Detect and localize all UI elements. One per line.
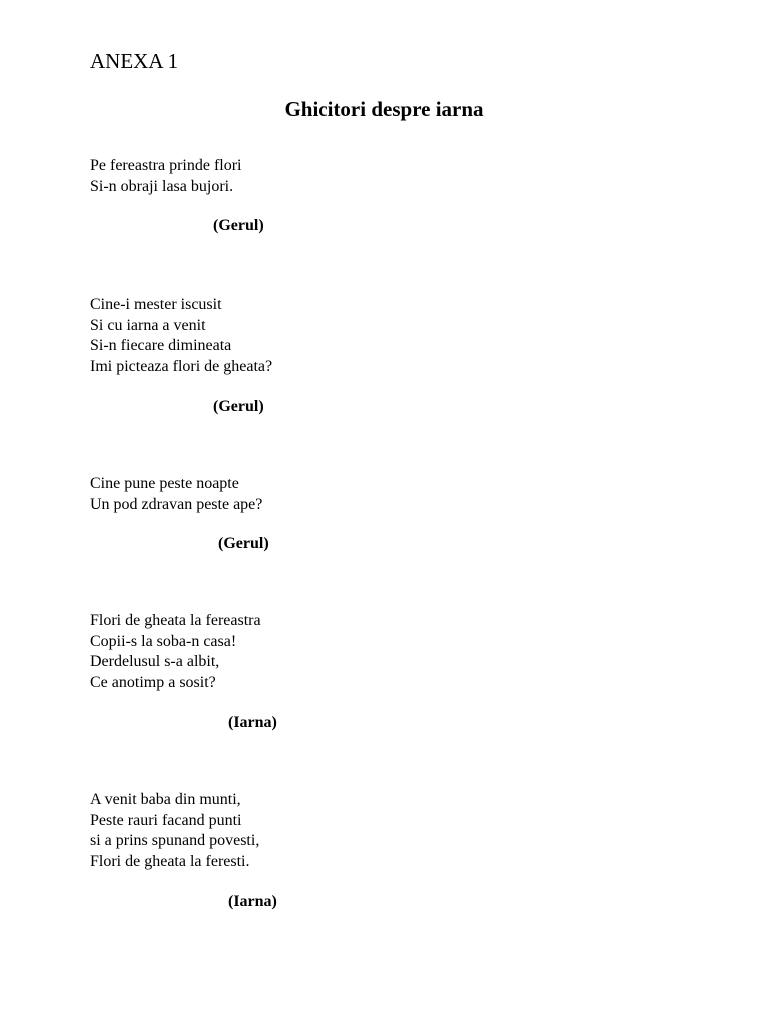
riddle-2-text [90,295,272,377]
riddle-line: Cine pune peste noapte [90,475,239,492]
riddle-2-answer: (Gerul) [213,398,264,415]
riddle-3-text [90,474,262,515]
riddle-line: Si cu iarna a venit [90,316,206,334]
riddle-4-text [90,611,261,693]
riddle-5-text [90,790,259,872]
riddle-5-answer: (Iarna) [228,893,277,910]
riddle-1-answer: (Gerul) [213,217,264,234]
riddle-4-answer: (Iarna) [228,714,277,731]
riddle-line: Derdelusul s-a albit, [90,653,220,670]
riddle-3-answer: (Gerul) [218,535,269,552]
riddle-line: A venit baba din munti, [90,791,241,808]
riddle-line: Ce anotimp a sosit? [90,673,216,691]
riddle-line: Si-n fiecare dimineata [90,337,232,354]
riddle-line: Si-n obraji lasa bujori. [90,177,234,195]
riddle-line: Flori de gheata la fereastra [90,612,261,629]
riddle-line: Peste rauri facand punti [90,811,242,829]
riddle-line: si a prins spunand povesti, [90,832,260,849]
riddle-line: Cine-i mester iscusit [90,296,222,313]
riddle-1-text [90,156,241,197]
riddle-line: Pe fereastra prinde flori [90,157,242,174]
riddle-line: Imi picteaza flori de gheata? [90,357,273,375]
riddle-line: Un pod zdravan peste ape? [90,495,263,513]
annex-label: ANEXA 1 [90,49,179,73]
riddle-line: Flori de gheata la feresti. [90,852,250,870]
riddle-line: Copii-s la soba-n casa! [90,632,237,650]
page-title: Ghicitori despre iarna [284,97,484,121]
